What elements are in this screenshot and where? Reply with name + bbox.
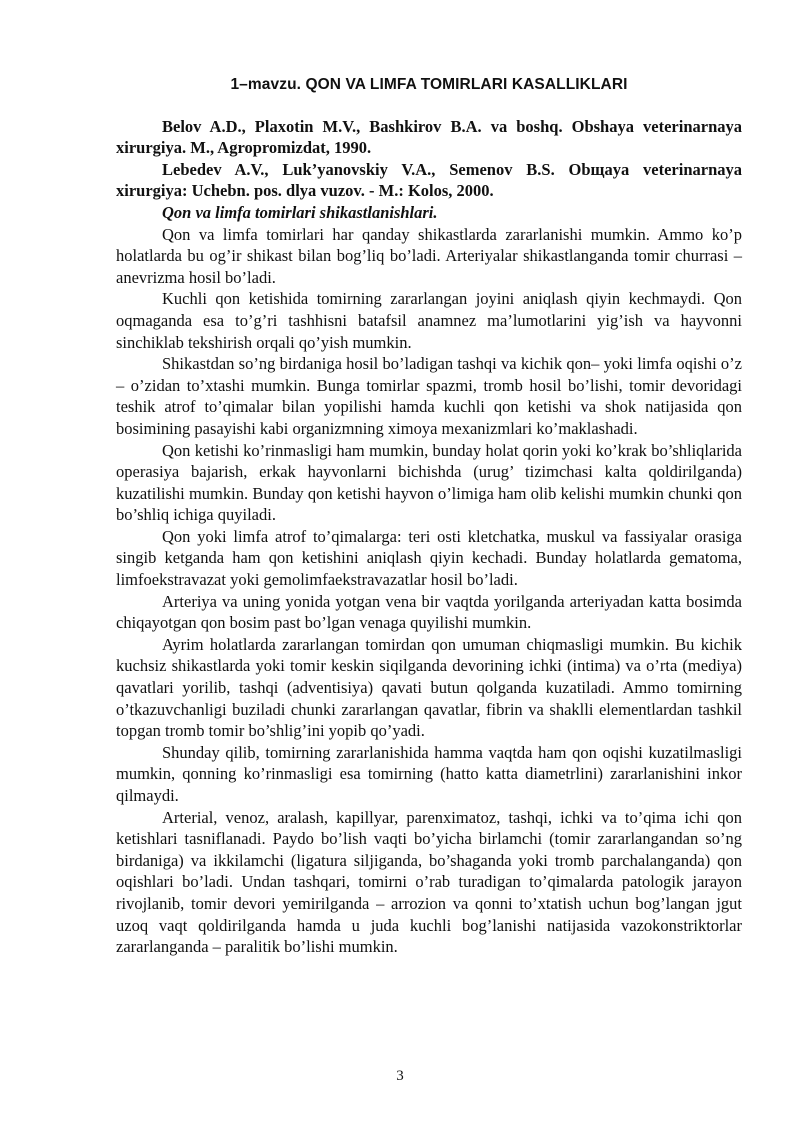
paragraph-3: Shikastdan so’ng birdaniga hosil bo’ladigan tashqi va kichik qon– yoki limfa oqishi o’z – o’zidan to’xtashi mumkin. Bunga tomirlar spazmi, tromb hosil bo’lishi, tomir devoridagi teshik atrof to’qimalar bilan yopilishi hamda kuchli qon ketishi va shok natijasida qon bosimining pasayishi kabi organizmning ximoya mexanizmlari ko’maklashadi.	[116, 354, 742, 438]
paragraph-7: Ayrim holatlarda zararlangan tomirdan qon umuman chiqmasligi mumkin. Bu kichik kuchsiz shikastlarda yoki tomir keskin siqilganda devorining ichki (intima) va o’rta (mediya) qavatlari yorilib, tashqi (adventisiya) qavati butun qolganda kuzatiladi. Ammo tomirning o’tkazuvchanligi buziladi chunki zararlangan qavatlar, fibrin va shaklli elementlardan tashkil topgan tromb tomir bo’shlig’ini yopib qo’yadi.	[116, 634, 742, 741]
page-title: 1–mavzu. QON VA LIMFA TOMIRLARI KASALLIKLARI	[230, 76, 628, 93]
paragraph-2: Kuchli qon ketishida tomirning zararlangan joyini aniqlash qiyin kechmaydi. Qon oqmaganda esa to’g’ri tashhisni batafsil anamnez ma’lumotlarini yig’ish va hayvonni sinchiklab tekshirish orqali qo’yish mumkin.	[116, 289, 742, 352]
paragraph-6: Arteriya va uning yonida yotgan vena bir vaqtda yorilganda arteriyadan katta bosimda chiqayotgan qon bosim past bo’lgan venaga quyilishi mumkin.	[116, 591, 742, 633]
paragraph-4: Qon ketishi ko’rinmasligi ham mumkin, bunday holat qorin yoki ko’krak bo’shliqlarida operasiya bajarish, erkak hayvonlarni bichishda (urug’ tizimchasi kalta qoldirilganda) kuzatilishi mumkin. Bunday qon ketishi hayvon o’limiga ham olib kelishi mumkin chunki qon bo’shliq ichiga quyiladi.	[116, 440, 742, 525]
section-subheading: Qon va limfa tomirlari shikastlanishlari.	[162, 202, 438, 222]
paragraph-1: Qon va limfa tomirlari har qanday shikastlarda zararlanishi mumkin. Ammo ko’p holatlarda bu og’ir shikast bilan bog’liq bo’ladi. Arteriyalar shikastlanganda tomir churrasi – anevrizma hosil bo’ladi.	[116, 224, 742, 287]
reference-2: Lebedev A.V., Luk’yanovskiy V.A., Semenov B.S. Obщaya veterinarnaya xirurgiya: Uchebn. pos. dlya vuzov. - M.: Kolos, 2000.	[116, 159, 742, 201]
paragraph-8: Shunday qilib, tomirning zararlanishida hamma vaqtda ham qon oqishi kuzatilmasligi mumkin, qonning ko’rinmasligi esa tomirning (hatto katta diametrlini) zararlanishini inkor qilmaydi.	[116, 742, 742, 805]
paragraph-9: Arterial, venoz, aralash, kapillyar, parenximatoz, tashqi, ichki va to’qima ichi qon ketishlari tasniflanadi. Paydo bo’lish vaqti bo’yicha birlamchi (tomir zararlangandan so’ng birdaniga) va ikkilamchi (ligatura siljiganda, bo’shaganda yoki tromb parchalanganda) qon oqishlari bo’ladi. Undan tashqari, tomirni o’rab turadigan to’qimalarda patologik jarayon rivojlanib, tomir devori yemirilganda – arrozion va qonni to’xtatish uchun bog’langan jgut uzoq vaqt qoldirilganda hamda u juda kuchli bog’lanishi natijasida vazokonstriktorlar zararlanganda – paralitik bo’lishi mumkin.	[116, 807, 742, 957]
page-number: 3	[396, 1068, 404, 1084]
paragraph-5: Qon yoki limfa atrof to’qimalarga: teri osti kletchatka, muskul va fassiyalar orasiga singib ketganda ham qon ketishini aniqlash qiyin kechadi. Bunday holatlarda gematoma, limfoekstravazat yoki gemolimfaekstravazatlar hosil bo’ladi.	[116, 526, 742, 590]
reference-1: Belov A.D., Plaxotin M.V., Bashkirov B.A. va boshq. Obshaya veterinarnaya xirurgiya. M., Agropromizdat, 1990.	[116, 116, 742, 158]
document-page	[116, 74, 742, 958]
